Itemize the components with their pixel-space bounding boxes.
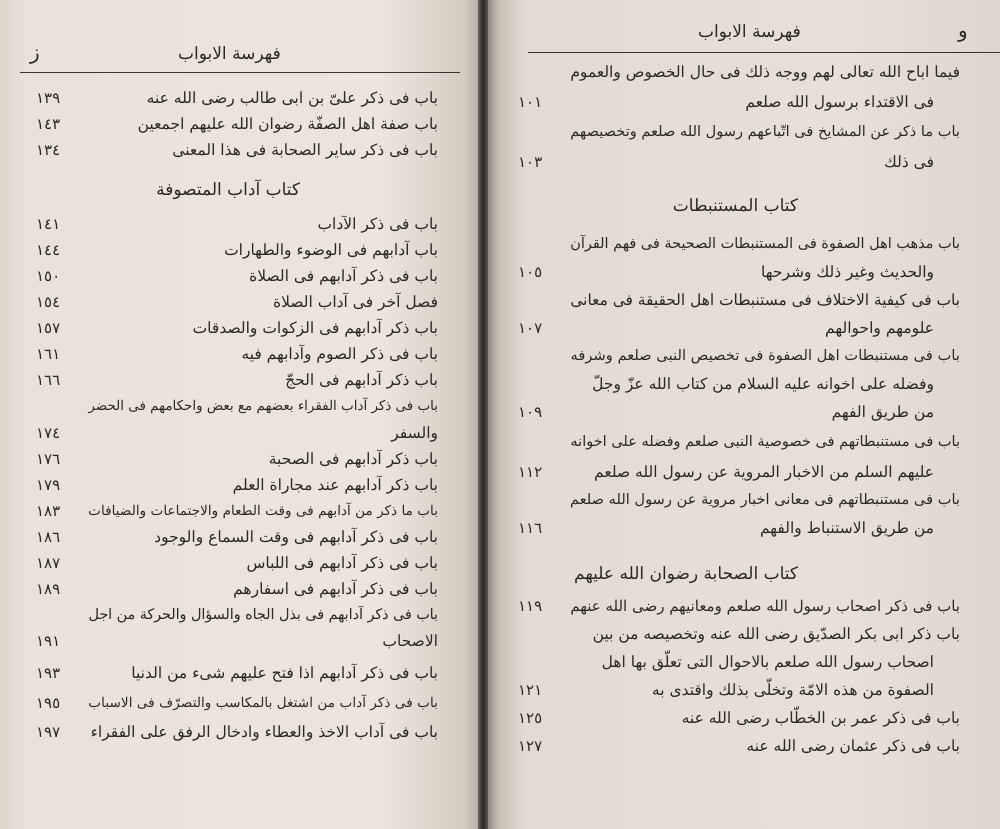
toc-entry bbox=[0, 370, 478, 392]
toc-entry bbox=[488, 62, 1000, 84]
toc-entry bbox=[488, 346, 1000, 368]
toc-entry bbox=[0, 693, 478, 715]
right-header-letter: و bbox=[958, 18, 968, 42]
toc-entry-title: باب ذكر آدابهم فى الحجّ bbox=[285, 371, 438, 389]
toc-entry-title: والسفر bbox=[391, 424, 438, 442]
toc-entry bbox=[0, 318, 478, 340]
toc-entry-page-number: ١٦١ bbox=[36, 345, 61, 363]
toc-entry bbox=[488, 462, 1000, 484]
toc-entry bbox=[0, 663, 478, 685]
toc-entry bbox=[0, 527, 478, 549]
toc-entry bbox=[0, 423, 478, 445]
toc-entry-page-number: ١٧٦ bbox=[36, 450, 61, 468]
toc-entry-title: باب فى ذكر آدابهم فى اللباس bbox=[246, 554, 438, 572]
toc-entry-page-number: ١٩١ bbox=[36, 632, 61, 650]
toc-entry bbox=[488, 652, 1000, 674]
toc-entry-title: باب صفة اهل الصفّة رضوان الله عليهم اجمعين bbox=[137, 115, 438, 133]
toc-entry-title: باب فى آداب الاخذ والعطاء وادخال الرفق على الفقراء bbox=[90, 723, 438, 741]
toc-entry-title: باب فى ذكر آدابهم اذا فتح عليهم شىء من الدنيا bbox=[131, 664, 438, 682]
toc-entry-page-number: ١٥٤ bbox=[36, 293, 61, 311]
toc-entry-title: فى ذلك bbox=[884, 153, 934, 171]
toc-entry bbox=[488, 432, 1000, 454]
toc-entry bbox=[0, 397, 478, 419]
toc-entry-page-number: ١٦٦ bbox=[36, 371, 61, 389]
toc-entry-title: باب فى ذكر ساير الصحابة فى هذا المعنى bbox=[172, 141, 438, 159]
toc-entry-title: باب فى كيفية الاختلاف فى مستنبطات اهل الحقيقة فى معانى bbox=[570, 291, 960, 309]
toc-entry-page-number: ١٠١ bbox=[518, 93, 543, 111]
right-header-rule bbox=[528, 52, 1000, 53]
toc-entry-title: والحديث وغير ذلك وشرحها bbox=[761, 263, 934, 281]
toc-entry-page-number: ١٤٤ bbox=[36, 241, 61, 259]
toc-entry bbox=[488, 122, 1000, 144]
toc-entry-title: باب فى ذكر اصحاب رسول الله صلعم ومعانيهم رضى الله عنهم bbox=[570, 597, 960, 615]
toc-entry-page-number: ١٠٧ bbox=[518, 319, 543, 337]
toc-entry bbox=[0, 449, 478, 471]
toc-entry-title: باب فى ذكر آدابهم فى الصلاة bbox=[249, 267, 438, 285]
toc-entry-page-number: ١٨٦ bbox=[36, 528, 61, 546]
toc-entry-page-number: ١٠٥ bbox=[518, 263, 543, 281]
toc-entry-title: باب ذكر آدابهم عند مجاراة العلم bbox=[232, 476, 438, 494]
toc-entry-title: باب فى مستنبطاتهم فى خصوصية النبى صلعم وفضله على اخوانه bbox=[570, 434, 960, 450]
section-heading: كتاب المستنبطات bbox=[672, 196, 798, 216]
toc-entry-page-number: ١٩٥ bbox=[36, 694, 61, 712]
toc-entry-title: باب فى مستنبطات اهل الصفوة فى تخصيص النبى صلعم وشرفه bbox=[570, 347, 960, 364]
toc-entry-title: الصفوة من هذه الامّة وتخلّى بذلك واقتدى به bbox=[651, 681, 934, 699]
toc-entry-title: باب ذكر آدابهم فى الصحبة bbox=[268, 450, 438, 468]
toc-entry-page-number: ١٤٣ bbox=[36, 115, 61, 133]
toc-entry bbox=[0, 214, 478, 236]
toc-entry-page-number: ١٠٣ bbox=[518, 153, 543, 171]
toc-entry bbox=[0, 344, 478, 366]
section-heading: كتاب الصحابة رضوان الله عليهم bbox=[574, 564, 798, 584]
toc-entry bbox=[0, 501, 478, 523]
left-header-letter: ز bbox=[30, 40, 40, 64]
toc-entry bbox=[488, 234, 1000, 256]
toc-entry-title: وفضله على اخوانه عليه السلام من كتاب الله عزّ وجلّ bbox=[592, 375, 934, 393]
toc-entry-title: فيما اباح الله تعالى لهم ووجه ذلك فى حال الخصوص والعموم bbox=[570, 63, 960, 81]
toc-entry-title: الاصحاب bbox=[382, 632, 438, 650]
toc-entry bbox=[0, 88, 478, 110]
toc-entry-page-number: ١٢٥ bbox=[518, 709, 543, 727]
toc-entry-page-number: ١٣٤ bbox=[36, 141, 61, 159]
toc-entry-page-number: ١٣٩ bbox=[36, 89, 61, 107]
toc-entry-title: باب فى ذكر آداب من اشتغل بالمكاسب والتصرّف فى الاسباب bbox=[88, 695, 438, 711]
toc-entry-page-number: ١٠٩ bbox=[518, 403, 543, 421]
toc-entry-page-number: ١١٢ bbox=[518, 463, 543, 481]
toc-entry-title: عليهم السلم من الاخبار المروية عن رسول الله صلعم bbox=[594, 463, 934, 481]
toc-entry-page-number: ١١٩ bbox=[518, 597, 543, 615]
toc-entry-title: فصل آخر فى آداب الصلاة bbox=[272, 293, 438, 311]
toc-entry-page-number: ١٢٧ bbox=[518, 737, 543, 755]
right-page bbox=[488, 0, 1000, 829]
toc-entry-title: باب فى ذكر آدابهم فى بذل الجاه والسؤال والحركة من اجل bbox=[88, 607, 438, 623]
toc-entry-title: باب فى ذكر آدابهم فى وقت السماع والوجود bbox=[154, 528, 438, 546]
toc-entry-page-number: ١٩٣ bbox=[36, 664, 61, 682]
toc-entry-title: فى الاقتداء برسول الله صلعم bbox=[745, 93, 934, 111]
toc-entry bbox=[0, 240, 478, 262]
toc-entry bbox=[488, 518, 1000, 540]
toc-entry bbox=[488, 290, 1000, 312]
toc-entry bbox=[488, 262, 1000, 284]
toc-entry-title: باب ذكر ابى بكر الصدّيق رضى الله عنه وتخصيصه من بين bbox=[592, 625, 960, 643]
toc-entry-title: باب آدابهم فى الوضوء والطهارات bbox=[224, 241, 438, 259]
toc-entry bbox=[0, 722, 478, 744]
toc-entry bbox=[488, 708, 1000, 730]
toc-entry-page-number: ١٢١ bbox=[518, 681, 543, 699]
right-header-title: فهرسة الابواب bbox=[698, 22, 801, 42]
toc-entry-page-number: ١٨٩ bbox=[36, 580, 61, 598]
toc-entry-page-number: ١٥٠ bbox=[36, 267, 61, 285]
toc-entry bbox=[0, 475, 478, 497]
toc-entry bbox=[488, 152, 1000, 174]
toc-entry bbox=[488, 596, 1000, 618]
toc-entry-page-number: ١١٦ bbox=[518, 519, 543, 537]
toc-entry-page-number: ١٧٤ bbox=[36, 424, 61, 442]
toc-entry bbox=[488, 736, 1000, 758]
left-header-rule bbox=[20, 72, 460, 73]
toc-entry-page-number: ١٨٧ bbox=[36, 554, 61, 572]
toc-entry-title: باب مذهب اهل الصفوة فى المستنبطات الصحيحة فى فهم القرآن bbox=[570, 236, 960, 252]
toc-entry bbox=[0, 292, 478, 314]
toc-entry-title: باب فى ذكر الآداب bbox=[317, 215, 438, 233]
toc-entry-title: اصحاب رسول الله صلعم بالاحوال التى تعلّق بها اهل bbox=[601, 653, 934, 671]
toc-entry-page-number: ١٥٧ bbox=[36, 319, 61, 337]
left-header-title: فهرسة الابواب bbox=[178, 44, 281, 64]
toc-entry bbox=[0, 631, 478, 653]
toc-entry bbox=[488, 490, 1000, 512]
toc-entry-page-number: ١٧٩ bbox=[36, 476, 61, 494]
toc-entry-title: باب ما ذكر عن المشايخ فى اتّباعهم رسول الله صلعم وتخصيصهم bbox=[570, 123, 960, 140]
toc-entry bbox=[488, 624, 1000, 646]
toc-entry bbox=[488, 374, 1000, 396]
toc-entry-title: باب فى ذكر الصوم وآدابهم فيه bbox=[241, 345, 438, 363]
toc-entry-title: من طريق الاستنباط والفهم bbox=[759, 519, 934, 537]
toc-entry bbox=[488, 92, 1000, 114]
toc-entry bbox=[488, 402, 1000, 424]
toc-entry-title: علومهم واحوالهم bbox=[825, 319, 934, 337]
toc-entry-page-number: ١٩٧ bbox=[36, 723, 61, 741]
toc-entry bbox=[488, 680, 1000, 702]
toc-entry-page-number: ١٨٣ bbox=[36, 502, 61, 520]
left-page bbox=[0, 0, 478, 829]
toc-entry-page-number: ١٤١ bbox=[36, 215, 61, 233]
toc-entry-title: باب فى مستنبطاتهم فى معانى اخبار مروية عن رسول الله صلعم bbox=[570, 491, 960, 508]
toc-entry-title: باب فى ذكر علىّ بن ابى طالب رضى الله عنه bbox=[146, 89, 438, 107]
toc-entry-title: باب فى ذكر آدابهم فى اسفارهم bbox=[233, 580, 438, 598]
toc-entry bbox=[488, 318, 1000, 340]
toc-entry-title: باب ما ذكر من آدابهم فى وقت الطعام والاجتماعات والضيافات bbox=[88, 503, 438, 519]
toc-entry-title: من طريق الفهم bbox=[831, 403, 934, 421]
toc-entry bbox=[0, 605, 478, 627]
toc-entry bbox=[0, 553, 478, 575]
toc-entry bbox=[0, 266, 478, 288]
section-heading: كتاب آداب المتصوفة bbox=[156, 180, 300, 200]
toc-entry-title: باب فى ذكر عمر بن الخطّاب رضى الله عنه bbox=[681, 709, 960, 727]
toc-entry bbox=[0, 114, 478, 136]
toc-entry bbox=[0, 579, 478, 601]
book-gutter bbox=[478, 0, 488, 829]
toc-entry-title: باب فى ذكر عثمان رضى الله عنه bbox=[746, 737, 960, 755]
toc-entry-title: باب فى ذكر آداب الفقراء بعضهم مع بعض واحكامهم فى الحضر bbox=[88, 399, 438, 414]
toc-entry bbox=[0, 140, 478, 162]
toc-entry-title: باب ذكر آدابهم فى الزكوات والصدقات bbox=[192, 319, 438, 337]
